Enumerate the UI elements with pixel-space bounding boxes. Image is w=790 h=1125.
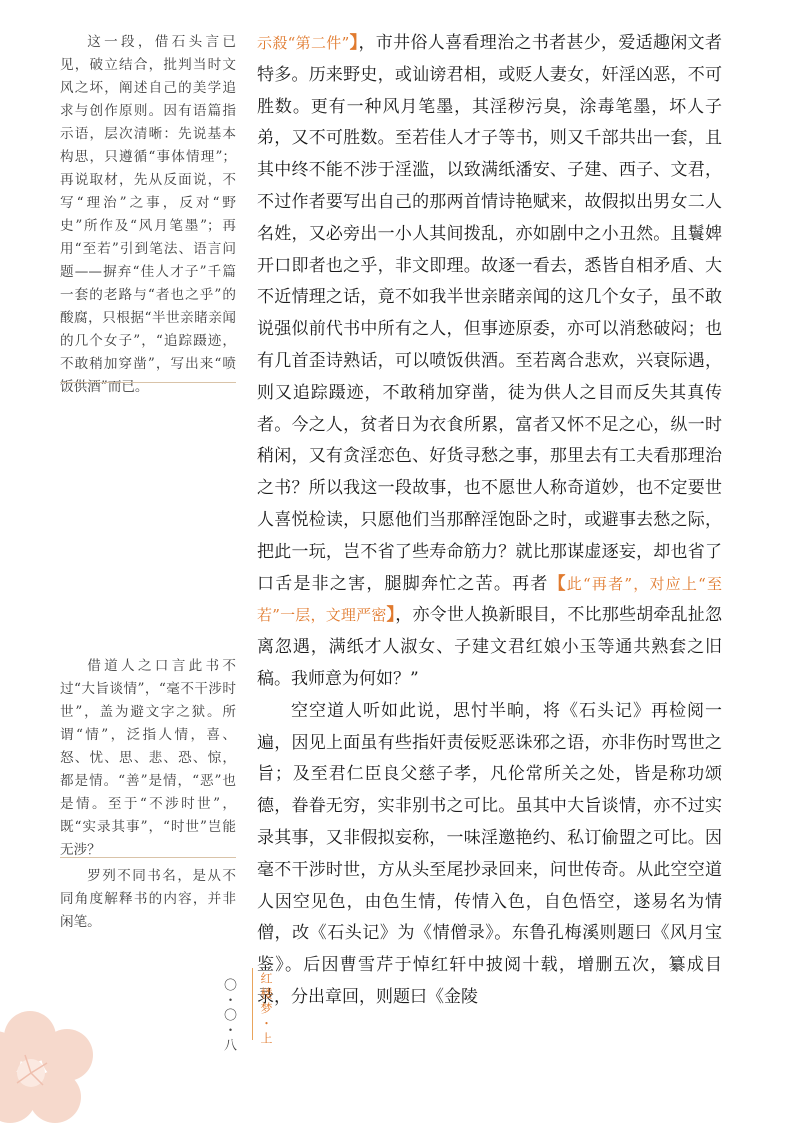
annotation-inline: 此“再者”，对应上“至若”一层，文理严密 [257,574,723,625]
book-title: 红楼梦・上 [259,972,273,1047]
side-note-2 [60,655,236,862]
side-note-divider [60,382,236,383]
page-number: 〇・〇・八 [221,978,236,1053]
annotation-bracket: 】 [386,605,396,626]
paragraph-2: 空空道人听如此说，思忖半晌，将《石头记》再检阅一遍，因见上面虽有些指奸责佞贬恶诛邪之语，亦非伤时骂世之旨；及至君仁臣良父慈子孝，凡伦常所关之处，皆是称功颂德，眷眷无穷，实非别书之可比。虽其中大旨谈情，亦不过实录其事，又非假拟妄称，一味淫邀艳约、私订偷盟之可比。因毫不干涉时世，方从头至尾抄录回来，问世传奇。从此空空道人因空见色，由色生情，传情入色，自色悟空，遂易名为情僧，改《石头记》为《情僧录》。东鲁孔梅溪则题曰《风月宝鉴》。后因曹雪芹于悼红轩中披阅十载，增删五次，纂成目录，分出章回，则题曰《金陵 [257,700,722,1007]
side-note-1-text: 这一段，借石头言已见，破立结合，批判当时文风之坏，阐述自己的美学追求与创作原则。因有语篇指示语，层次清晰：先说基本构思，只遵循“事体情理”；再说取材，先从反面说，不写“理治”之事，反对“野史”所作及“风月笔墨”；再用“至若”引到笔法、语言问题——摒弃“佳人才子”千篇一套的老路与“者也之乎”的酸腐，只根据“半世亲睹亲闻的几个女子”，“追踪蹑迹，不敢稍加穿凿”，写出来“喷饭供酒”而已。 [60,34,236,395]
paragraph-1-text-2: ，亦令世人换新眼目，不比那些胡牵乱扯忽离忽遇，满纸才人淑女、子建文君红娘小玉等通共熟套之旧稿。我师意为何如？” [257,605,723,689]
annotation-bracket: 【 [548,573,567,594]
paragraph-1 [257,28,722,696]
annotation-inline: 示殺“第二件” [257,34,350,52]
main-text [257,28,722,1014]
paragraph-1-text: ，市井俗人喜看理治之书者甚少，爱适趣闲文者特多。历来野史，或讪谤君相，或贬人妻女，奸淫凶恶，不可胜数。更有一种风月笔墨，其淫秽污臭，涂毒笔墨，坏人子弟，又不可胜数。至若佳人才子等书，则又千部共出一套，且其中终不能不涉于淫滥，以致满纸潘安、子建、西子、文君，不过作者要写出自己的那两首情诗艳赋来，故假拟出男女二人名姓，又必旁出一小人其间拨乱，亦如剧中之小丑然。且鬟婢开口即者也之乎，非文即理。故逐一看去，悉皆自相矛盾、大不近情理之话，竟不如我半世亲睹亲闻的这几个女子，虽不敢说强似前代书中所有之人，但事迹原委，亦可以消愁破闷；也有几首歪诗熟话，可以喷饭供酒。至若离合悲欢，兴衰际遇，则又追踪蹑迹，不敢稍加穿凿，徒为供人之目而反失其真传者。今之人，贫者日为衣食所累，富者又怀不足之心，纵一时稍闲，又有贪淫恋色、好货寻愁之事，那里去有工夫看那理治之书？所以我这一段故事，也不愿世人称奇道妙，也不定要世人喜悦检读，只愿他们当那醉淫饱卧之时，或避事去愁之际，把此一玩，岂不省了些寿命筋力？就比那谋虚逐妄，却也省了口舌是非之害，腿脚奔忙之苦。再者 [257,33,723,594]
side-note-divider [60,857,236,858]
side-note-3-text: 罗列不同书名，是从不同角度解释书的内容，并非闲笔。 [60,868,236,930]
side-note-2-text: 借道人之口言此书不过“大旨谈情”，“毫不干涉时世”，盖为避文字之狱。所谓“情”，泛指人情，喜、怒、忧、思、悲、恐、惊，都是情。“善”是情，“恶”也是情。至于“不涉时世”，既“实录其事”，“时世”岂能无涉？ [60,658,236,858]
annotation-bracket: 】 [349,33,359,53]
side-note-3 [60,865,236,934]
footer-divider [252,968,253,1040]
side-note-1 [60,31,236,399]
